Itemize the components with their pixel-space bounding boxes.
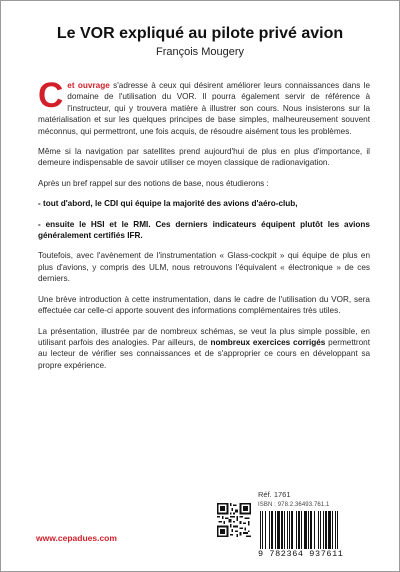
drop-cap: C [38, 76, 64, 115]
bullet-cdi: - tout d'abord, le CDI qui équipe la majorité des avions d'aéro-club, [38, 199, 298, 209]
barcode [258, 511, 376, 549]
paragraph-satellite: Même si la navigation par satellites prend aujourd'hui de plus en plus d'importance, il demeure indispensable de savoir utiliser ce moyen classique de radionavigation. [38, 147, 370, 168]
qr-code [217, 503, 251, 537]
barcode-digits: 9 782364 937611 [258, 549, 344, 559]
back-cover-text [38, 76, 371, 380]
paragraph-outline: Après un bref rappel sur des notions de base, nous étudierons : [38, 178, 269, 188]
publisher-url[interactable]: www.cepadues.com [36, 533, 117, 543]
book-author: François Mougery [155, 46, 245, 58]
isbn: ISBN : 978.2.36493.761.1 [258, 502, 330, 508]
intro-text: s'adresse à ceux qui désirent améliorer leurs connaissances dans le domaine de l'utilisation du VOR. Il pourra également servir de référence à l'instructeur, qui y trouvera matière à illustrer son cours. Nous insisterons sur la matérialisation et sur les quelques principes de base simples, malheureusement souvent méconnus, qui permettront, une fois acquis, de résoudre aisément tous les problèmes. [38, 81, 370, 136]
presentation-emphasis: nombreux exercices corrigés [210, 337, 326, 347]
book-title: Le VOR expliqué au pilote privé avion [56, 25, 344, 42]
intro-lead: et ouvrage [67, 81, 110, 90]
paragraph-introduction: Une brève introduction à cette instrumentation, dans le cadre de l'utilisation du VOR, sera effectuée car celle-ci apporte souvent des informations complémentaires très utiles. [38, 294, 370, 316]
presentation-text-start: La présentation, illustrée par de nombreux schémas, se veut la plus simple possible, en utilisant parfois des analogies. Par ailleurs, de [38, 326, 370, 347]
presentation-text-end: permettront au lecteur de vérifier ses connaissances et de s'approprier ce cours en développant sa propre expérience. [38, 337, 371, 370]
reference-number: Réf. 1761 [258, 490, 291, 499]
bullet-hsi-rmi: - ensuite le HSI et le RMI. Ces derniers indicateurs équipent plutôt les avions généralement certifiés IFR. [38, 219, 370, 241]
intro-paragraph [38, 76, 370, 137]
paragraph-glass-cockpit: Toutefois, avec l'avènement de l'instrumentation « Glass-cockpit » qui équipe de plus en plus d'avions, y compris des ULM, nous retrouvons l'équivalent « électronique » de ces derniers. [38, 251, 370, 284]
paragraph-presentation [38, 326, 370, 372]
